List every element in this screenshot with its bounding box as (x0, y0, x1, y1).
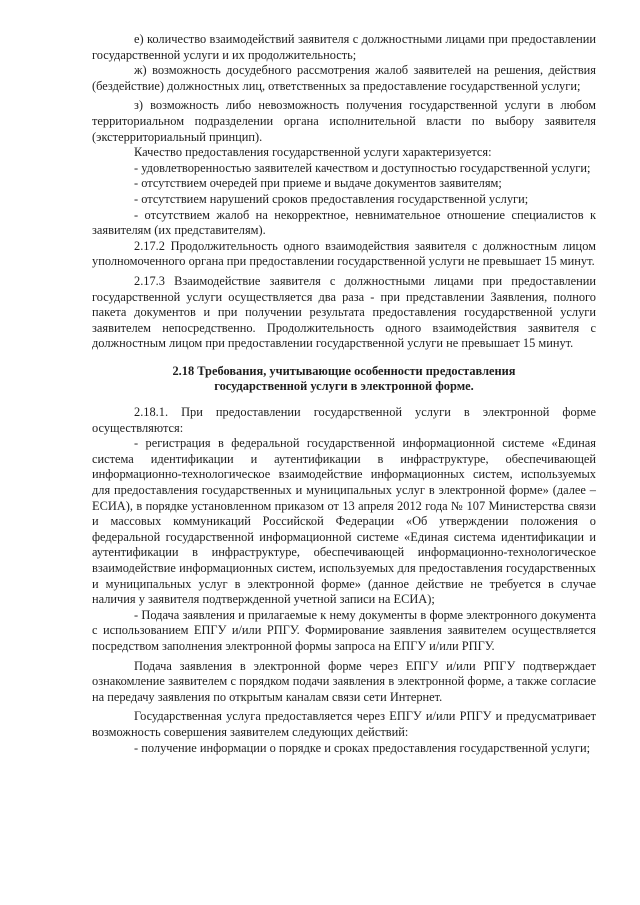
list-item-no-complaints: - отсутствием жалоб на некорректное, невнимательное отношение специалистов к заявителям (их представителям). (92, 207, 596, 238)
paragraph-item-e: е) количество взаимодействий заявителя с должностными лицами при предоставлении государственной услуги и их продолжительность; (92, 32, 596, 62)
section-heading-line-2: государственной услуги в электронной форме. (214, 379, 474, 394)
list-item-satisfaction: - удовлетворенностью заявителей качеством и доступностью государственной услуги; (134, 160, 591, 175)
list-item-no-delays: - отсутствием нарушений сроков предоставления государственной услуги; (134, 191, 529, 206)
paragraph-item-z: з) возможность либо невозможность получения государственной услуги в любом территориальном подразделении органа исполнительной власти по выбору заявителя (экстерриториальный принцип). (92, 98, 596, 144)
paragraph-electronic-consent: Подача заявления в электронной форме через ЕПГУ и/или РПГУ подтверждает ознакомление заявителем с порядком подачи заявления в электронной форме, а также согласие на передачу заявления по открытым каналам связи сети Интернет. (92, 658, 596, 704)
list-item-get-information: - получение информации о порядке и сроках предоставления государственной услуги; (134, 740, 591, 755)
list-item-no-queues: - отсутствием очередей при приеме и выдаче документов заявителям; (134, 176, 502, 191)
list-item-esia-registration: - регистрация в федеральной государственной информационной системе «Единая система идентификации и аутентификации в инфраструктуре, обеспечивающей информационно-технологическое взаимодействие информационных систем, используемых для предоставления государственных и муниципальных услуг в электронной форме» (далее – ЕСИА), в порядке установленном приказом от 13 апреля 2012 года № 107 Министерства связи и массовых коммуникаций Российской Федерации «Об утверждении положения о федеральной государственной информационной системе «Единая система идентификации и аутентификации в инфраструктуре, обеспечивающей информационно-технологическое взаимодействие информационных систем, используемых для предоставления государственных и муниципальных услуг в электронной форме» (данное действие не требуется в случае наличия у заявителя подтвержденной учетной записи на ЕСИА); (92, 436, 596, 607)
paragraph-quality-intro: Качество предоставления государственной услуги характеризуется: (134, 145, 492, 160)
paragraph-2-17-2: 2.17.2 Продолжительность одного взаимодействия заявителя с должностным лицом уполномоченного органа при предоставлении государственной услуги не превышает 15 минут. (92, 238, 596, 269)
paragraph-item-zh: ж) возможность досудебного рассмотрения жалоб заявителей на решения, действия (бездействие) должностных лиц, ответственных за предоставление государственной услуги; (92, 63, 596, 93)
list-item-application-submission: - Подача заявления и прилагаемые к нему документы в форме электронного документа с использованием ЕПГУ и/или РПГУ. Формирование заявления заявителем осуществляется посредством заполнения электронной формы запроса на ЕПГУ и/или РПГУ. (92, 607, 596, 653)
paragraph-2-18-1: 2.18.1. При предоставлении государственной услуги в электронной форме осуществляются: (92, 405, 596, 435)
paragraph-service-actions: Государственная услуга предоставляется через ЕПГУ и/или РПГУ и предусматривает возможность совершения заявителем следующих действий: (92, 709, 596, 739)
section-heading-2-18 (92, 364, 596, 395)
paragraph-2-17-3: 2.17.3 Взаимодействие заявителя с должностными лицами при предоставлении государственной услуги осуществляется два раза - при представлении Заявления, полного пакета документов и при получении результата предоставления государственной услуги заявителем непосредственно. Продолжительность одного взаимодействия заявителя с должностным лицом при предоставлении государственной услуги не превышает 15 минут. (92, 273, 596, 351)
section-heading-line-1: 2.18 Требования, учитывающие особенности предоставления (172, 363, 516, 378)
